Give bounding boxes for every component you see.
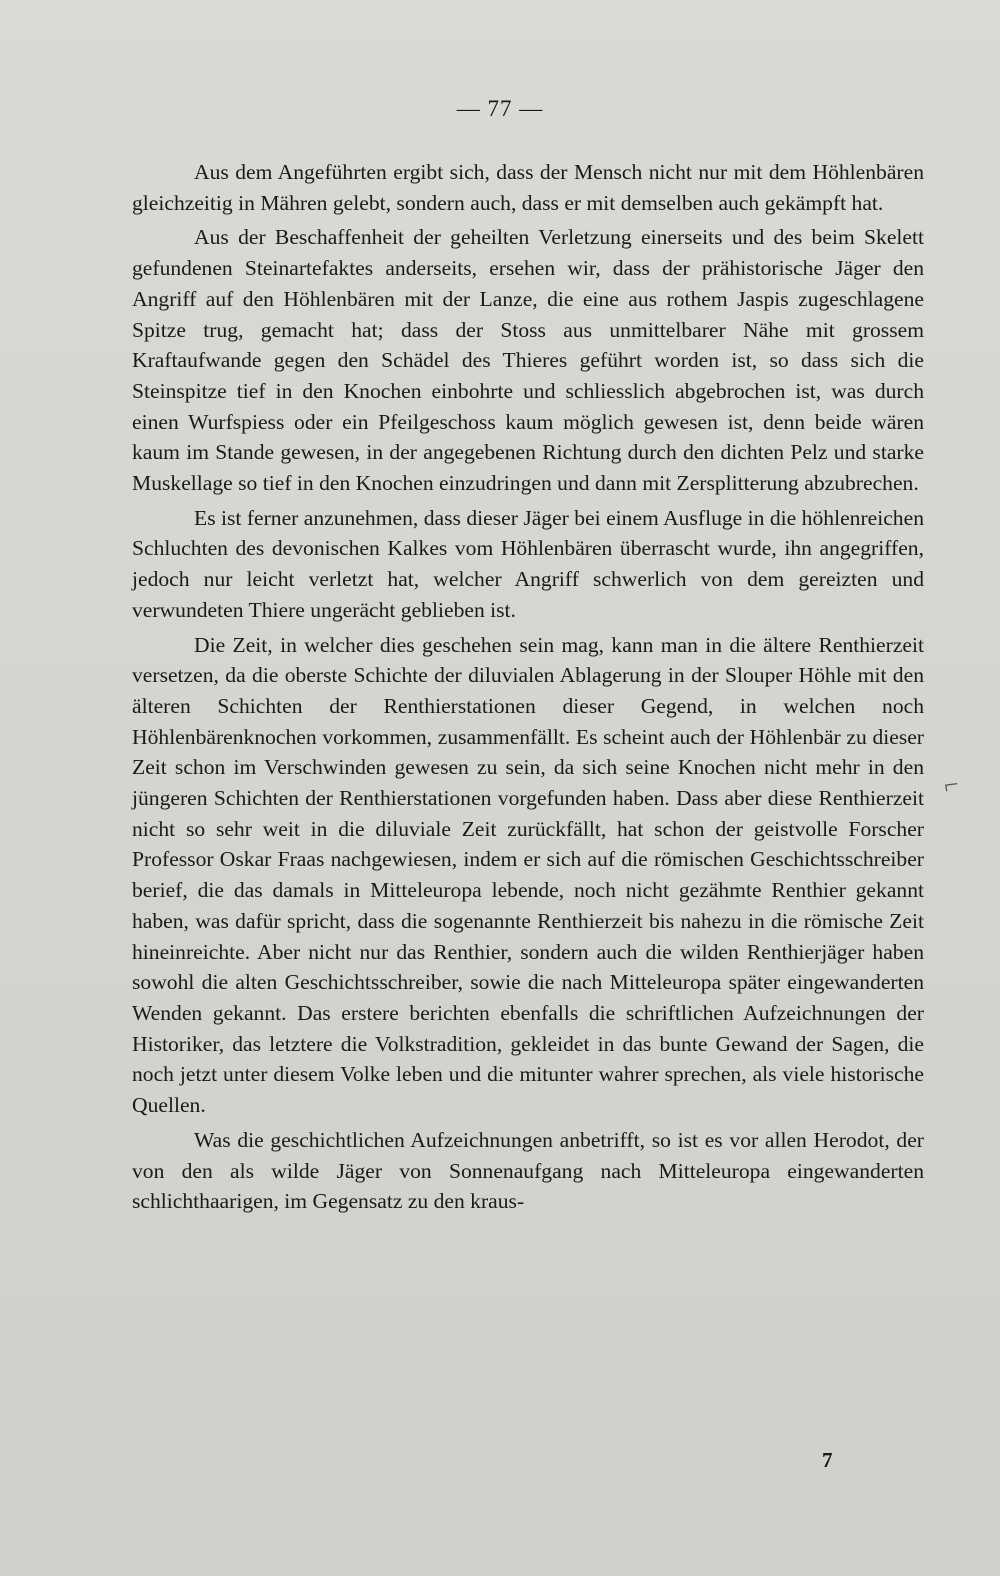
page-number-header: — 77 —: [456, 96, 544, 121]
body-text: [132, 157, 924, 1217]
paragraph-4: Die Zeit, in welcher dies geschehen sein mag, kann man in die ältere Renthierzeit versetzen, da die oberste Schichte der diluvialen Ablagerung in der Slouper Höhle mit den älteren Schichten der Renthierstationen dieser Gegend, in welchen noch Höhlenbärenknochen vorkommen, zusammenfällt. Es scheint auch der Höhlenbär zu dieser Zeit schon im Verschwinden gewesen zu sein, da sich seine Knochen nicht mehr in den jüngeren Schichten der Renthierstationen vorgefunden haben. Dass aber diese Renthierzeit nicht so sehr weit in die diluviale Zeit zurückfällt, hat schon der geistvolle Forscher Professor Oskar Fraas nachgewiesen, indem er sich auf die römischen Geschichtsschreiber berief, die das damals in Mitteleuropa lebende, noch nicht gezähmte Renthier gekannt haben, was dafür spricht, dass die sogenannte Renthierzeit bis nahezu in die römische Zeit hineinreichte. Aber nicht nur das Renthier, sondern auch die wilden Renthierjäger haben sowohl die alten Geschichtsschreiber, sowie die nach Mitteleuropa später eingewanderten Wenden gekannt. Das erstere berichten ebenfalls die schriftlichen Aufzeichnungen der Historiker, das letztere die Volkstradition, gekleidet in das bunte Gewand der Sagen, die noch jetzt unter diesem Volke leben und die mitunter wahrer sprechen, als viele historische Quellen.: [132, 632, 924, 1118]
paragraph-3: Es ist ferner anzunehmen, dass dieser Jäger bei einem Ausfluge in die höhlenreichen Schluchten des devonischen Kalkes vom Höhlenbären überrascht wurde, ihn angegriffen, jedoch nur leicht verletzt hat, welcher Angriff schwerlich von dem gereizten und verwundeten Thiere ungerächt geblieben ist.: [132, 505, 924, 622]
paragraph-5: Was die geschichtlichen Aufzeichnungen anbetrifft, so ist es vor allen Herodot, der von den als wilde Jäger von Sonnenaufgang nach Mitteleuropa eingewanderten schlichthaarigen, im Gegensatz zu den kraus-: [132, 1127, 924, 1214]
signature-mark: 7: [822, 1448, 833, 1472]
paragraph-1: Aus dem Angeführten ergibt sich, dass der Mensch nicht nur mit dem Höhlenbären gleichzeitig in Mähren gelebt, sondern auch, dass er mit demselben auch gekämpft hat.: [132, 160, 924, 215]
margin-pencil-mark-icon: ⌐: [941, 769, 961, 800]
paragraph-2: Aus der Beschaffenheit der geheilten Verletzung einerseits und des beim Skelett gefundenen Steinartefaktes anderseits, ersehen wir, dass der prähistorische Jäger den Angriff auf den Höhlenbären mit der Lanze, die eine aus rothem Jaspis zugeschlagene Spitze trug, gemacht hat; dass der Stoss aus unmittelbarer Nähe mit grossem Kraftaufwande gegen den Schädel des Thieres geführt worden ist, so dass sich die Steinspitze tief in den Knochen einbohrte und schliesslich abgebrochen ist, was durch einen Wurfspiess oder ein Pfeilgeschoss kaum möglich gewesen ist, denn beide wären kaum im Stande gewesen, in der angegebenen Richtung durch den dichten Pelz und starke Muskellage so tief in den Knochen einzudringen und dann mit Zersplitterung abzubrechen.: [132, 225, 924, 496]
